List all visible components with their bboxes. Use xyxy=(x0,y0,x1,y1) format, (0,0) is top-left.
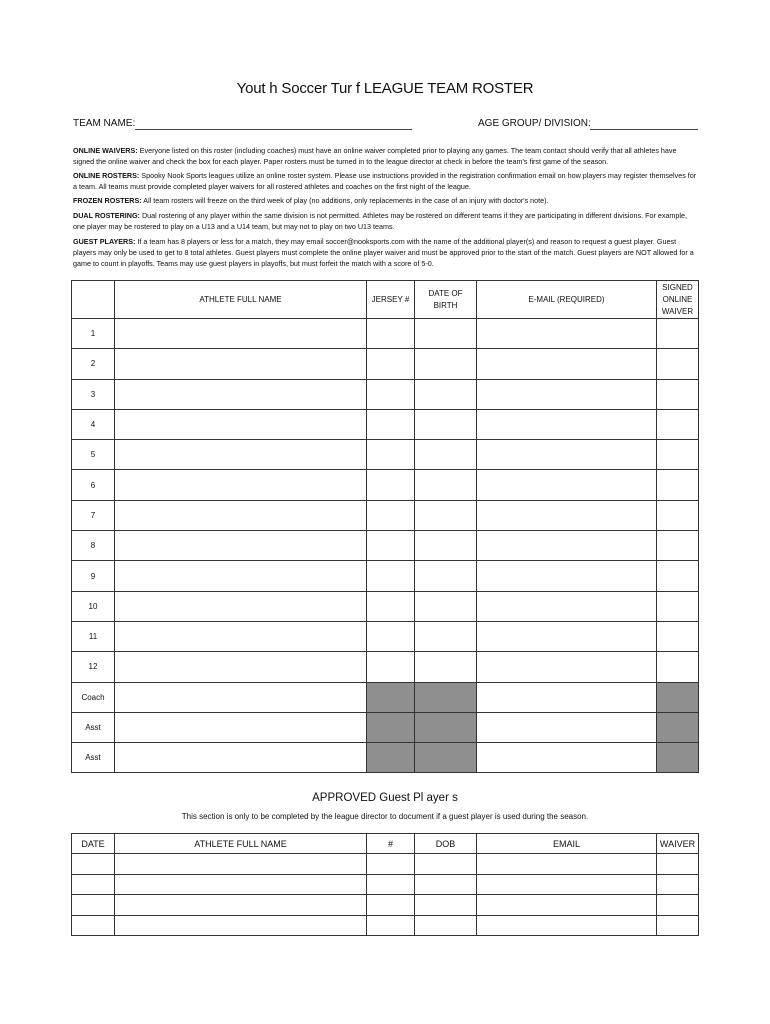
guest-header-email: EMAIL xyxy=(477,834,657,854)
rule-guest-players xyxy=(73,236,698,269)
row-label: 1 xyxy=(72,319,115,349)
roster-row xyxy=(72,500,699,530)
guest-table xyxy=(71,833,699,936)
waiver-cell[interactable] xyxy=(657,470,699,500)
row-label: 3 xyxy=(72,379,115,409)
rule-heading: ONLINE WAIVERS: xyxy=(73,146,138,155)
waiver-cell[interactable] xyxy=(657,409,699,439)
rule-text: Everyone listed on this roster (including coaches) must have an online waiver completed prior to playing any games. The team contact should verify that all athletes have signed the online waiver and check the box for each player. Paper rosters must be turned in to the league director at check in before the team's first game of the season. xyxy=(73,146,677,166)
guest-date-cell[interactable] xyxy=(72,895,115,916)
email-cell[interactable] xyxy=(477,621,657,651)
email-cell[interactable] xyxy=(477,591,657,621)
jersey-cell[interactable] xyxy=(367,470,415,500)
roster-row xyxy=(72,440,699,470)
rule-online-waivers xyxy=(73,145,698,167)
guest-date-cell[interactable] xyxy=(72,915,115,936)
guest-number-cell[interactable] xyxy=(367,915,415,936)
dob-cell[interactable] xyxy=(415,440,477,470)
roster-header-email: E-MAIL (REQUIRED) xyxy=(477,281,657,319)
guest-email-cell[interactable] xyxy=(477,915,657,936)
dob-cell xyxy=(415,712,477,742)
dob-cell[interactable] xyxy=(415,409,477,439)
roster-row xyxy=(72,379,699,409)
roster-row xyxy=(72,743,699,773)
waiver-cell[interactable] xyxy=(657,440,699,470)
guest-dob-cell[interactable] xyxy=(415,874,477,895)
guest-dob-cell[interactable] xyxy=(415,895,477,916)
age-group-field[interactable] xyxy=(590,129,698,130)
waiver-cell[interactable] xyxy=(657,349,699,379)
athlete-name-cell[interactable] xyxy=(115,621,367,651)
waiver-cell[interactable] xyxy=(657,319,699,349)
roster-row xyxy=(72,621,699,651)
guest-date-cell[interactable] xyxy=(72,854,115,875)
rule-text: Spooky Nook Sports leagues utilize an online roster system. Please use instructions provided in the registration confirmation email on how players may register themselves for a team. All teams must provide completed player waivers for all rostered athletes and coaches on the first night of the league. xyxy=(73,171,697,191)
email-cell[interactable] xyxy=(477,470,657,500)
athlete-name-cell[interactable] xyxy=(115,561,367,591)
email-cell[interactable] xyxy=(477,561,657,591)
jersey-cell[interactable] xyxy=(367,379,415,409)
roster-row xyxy=(72,409,699,439)
guest-row xyxy=(72,874,699,895)
waiver-cell xyxy=(657,712,699,742)
guest-row xyxy=(72,895,699,916)
row-label: 7 xyxy=(72,500,115,530)
jersey-cell[interactable] xyxy=(367,319,415,349)
athlete-name-cell[interactable] xyxy=(115,712,367,742)
guest-dob-cell[interactable] xyxy=(415,915,477,936)
waiver-cell xyxy=(657,743,699,773)
rule-text: If a team has 8 players or less for a match, they may email soccer@nooksports.com with the name of the additional player(s) and reason to request a guest player. Guest players may only be used to get to 8 total athletes. Guest players must complete the online player waiver and must be approved prior to the start of the match. Guest players are NOT allowed for a game to count in playoffs. Teams may use guest players in playoffs, but must forfeit the match with a score of 5-0. xyxy=(73,237,694,268)
dob-cell[interactable] xyxy=(415,591,477,621)
email-cell[interactable] xyxy=(477,440,657,470)
roster-row xyxy=(72,470,699,500)
dob-cell[interactable] xyxy=(415,621,477,651)
dob-cell[interactable] xyxy=(415,561,477,591)
email-cell[interactable] xyxy=(477,409,657,439)
roster-header-dob-line2: BIRTH xyxy=(433,300,458,310)
guest-row xyxy=(72,915,699,936)
row-label: 11 xyxy=(72,621,115,651)
roster-header-waiver-line1: SIGNED xyxy=(662,282,693,292)
guest-header-number: # xyxy=(367,834,415,854)
row-label: Asst xyxy=(72,743,115,773)
jersey-cell[interactable] xyxy=(367,440,415,470)
dob-cell[interactable] xyxy=(415,500,477,530)
athlete-name-cell[interactable] xyxy=(115,470,367,500)
waiver-cell[interactable] xyxy=(657,652,699,682)
dob-cell[interactable] xyxy=(415,470,477,500)
guest-number-cell[interactable] xyxy=(367,895,415,916)
row-label: Asst xyxy=(72,712,115,742)
athlete-name-cell[interactable] xyxy=(115,440,367,470)
guest-header-row xyxy=(72,834,699,854)
jersey-cell xyxy=(367,682,415,712)
guest-name-cell[interactable] xyxy=(115,874,367,895)
rule-dual-rostering xyxy=(73,210,698,232)
roster-header-dob xyxy=(415,281,477,319)
dob-cell[interactable] xyxy=(415,319,477,349)
roster-row xyxy=(72,712,699,742)
rule-text: All team rosters will freeze on the third week of play (no additions, only replacements in the case of an injury with doctor's note). xyxy=(141,196,549,205)
roster-header-jersey: JERSEY # xyxy=(367,281,415,319)
athlete-name-cell[interactable] xyxy=(115,743,367,773)
athlete-name-cell[interactable] xyxy=(115,409,367,439)
row-label: Coach xyxy=(72,682,115,712)
guest-name-cell[interactable] xyxy=(115,854,367,875)
email-cell[interactable] xyxy=(477,531,657,561)
email-cell[interactable] xyxy=(477,743,657,773)
email-cell[interactable] xyxy=(477,712,657,742)
guest-row xyxy=(72,854,699,875)
team-name-field[interactable] xyxy=(135,129,412,130)
jersey-cell[interactable] xyxy=(367,409,415,439)
email-cell[interactable] xyxy=(477,682,657,712)
jersey-cell[interactable] xyxy=(367,591,415,621)
guest-section-title: APPROVED Guest Pl ayer s xyxy=(312,792,458,804)
age-group-label: AGE GROUP/ DIVISION: xyxy=(478,118,591,129)
email-cell[interactable] xyxy=(477,379,657,409)
rule-online-rosters xyxy=(73,170,698,192)
guest-dob-cell[interactable] xyxy=(415,854,477,875)
guest-email-cell[interactable] xyxy=(477,895,657,916)
athlete-name-cell[interactable] xyxy=(115,682,367,712)
roster-header-waiver-line3: WAIVER xyxy=(661,306,694,316)
page-title: Yout h Soccer Tur f LEAGUE TEAM ROSTER xyxy=(236,80,534,97)
guest-header-date: DATE xyxy=(72,834,115,854)
waiver-cell[interactable] xyxy=(657,591,699,621)
roster-row xyxy=(72,319,699,349)
dob-cell[interactable] xyxy=(415,652,477,682)
waiver-cell[interactable] xyxy=(657,379,699,409)
jersey-cell xyxy=(367,743,415,773)
email-cell[interactable] xyxy=(477,319,657,349)
dob-cell xyxy=(415,682,477,712)
email-cell[interactable] xyxy=(477,652,657,682)
guest-section-note: This section is only to be completed by the league director to document if a guest player is used during the season. xyxy=(181,812,589,821)
dob-cell xyxy=(415,743,477,773)
roster-header-number xyxy=(72,281,115,319)
jersey-cell[interactable] xyxy=(367,621,415,651)
waiver-cell[interactable] xyxy=(657,531,699,561)
row-label: 8 xyxy=(72,531,115,561)
roster-row xyxy=(72,652,699,682)
waiver-cell[interactable] xyxy=(657,561,699,591)
waiver-cell xyxy=(657,682,699,712)
dob-cell[interactable] xyxy=(415,379,477,409)
roster-row xyxy=(72,591,699,621)
roster-header-waiver-line2: ONLINE xyxy=(662,294,693,304)
row-label: 10 xyxy=(72,591,115,621)
email-cell[interactable] xyxy=(477,500,657,530)
team-name-label: TEAM NAME: xyxy=(73,118,136,129)
rule-frozen-rosters xyxy=(73,195,698,206)
roster-row xyxy=(72,349,699,379)
guest-waiver-cell[interactable] xyxy=(657,874,699,895)
guest-header-dob: DOB xyxy=(415,834,477,854)
rule-heading: GUEST PLAYERS: xyxy=(73,237,136,246)
email-cell[interactable] xyxy=(477,349,657,379)
rule-heading: FROZEN ROSTERS: xyxy=(73,196,142,205)
athlete-name-cell[interactable] xyxy=(115,379,367,409)
roster-header-dob-line1: DATE OF xyxy=(428,288,463,298)
row-label: 12 xyxy=(72,652,115,682)
guest-waiver-cell[interactable] xyxy=(657,854,699,875)
row-label: 4 xyxy=(72,409,115,439)
roster-row xyxy=(72,682,699,712)
athlete-name-cell[interactable] xyxy=(115,319,367,349)
dob-cell[interactable] xyxy=(415,531,477,561)
roster-row xyxy=(72,531,699,561)
rule-heading: ONLINE ROSTERS: xyxy=(73,171,140,180)
waiver-cell[interactable] xyxy=(657,500,699,530)
guest-header-waiver: WAIVER xyxy=(657,834,699,854)
athlete-name-cell[interactable] xyxy=(115,591,367,621)
jersey-cell[interactable] xyxy=(367,561,415,591)
jersey-cell[interactable] xyxy=(367,500,415,530)
roster-header-waiver xyxy=(657,281,699,319)
roster-row xyxy=(72,561,699,591)
guest-number-cell[interactable] xyxy=(367,874,415,895)
rule-heading: DUAL ROSTERING: xyxy=(73,211,140,220)
roster-table xyxy=(71,280,699,773)
row-label: 2 xyxy=(72,349,115,379)
roster-header-name: ATHLETE FULL NAME xyxy=(115,281,367,319)
row-label: 5 xyxy=(72,440,115,470)
jersey-cell[interactable] xyxy=(367,349,415,379)
waiver-cell[interactable] xyxy=(657,621,699,651)
athlete-name-cell[interactable] xyxy=(115,652,367,682)
guest-waiver-cell[interactable] xyxy=(657,915,699,936)
athlete-name-cell[interactable] xyxy=(115,349,367,379)
roster-header-row xyxy=(72,281,699,319)
guest-date-cell[interactable] xyxy=(72,874,115,895)
jersey-cell[interactable] xyxy=(367,531,415,561)
athlete-name-cell[interactable] xyxy=(115,531,367,561)
guest-waiver-cell[interactable] xyxy=(657,895,699,916)
rule-text: Dual rostering of any player within the same division is not permitted. Athletes may be rostered on different teams if they are participating in different divisions. For example, one player may be rostered to play on a U13 and a U14 team, but may not to play on two U13 teams. xyxy=(73,211,688,231)
jersey-cell xyxy=(367,712,415,742)
guest-number-cell[interactable] xyxy=(367,854,415,875)
dob-cell[interactable] xyxy=(415,349,477,379)
guest-name-cell[interactable] xyxy=(115,915,367,936)
jersey-cell[interactable] xyxy=(367,652,415,682)
row-label: 9 xyxy=(72,561,115,591)
guest-email-cell[interactable] xyxy=(477,874,657,895)
guest-email-cell[interactable] xyxy=(477,854,657,875)
row-label: 6 xyxy=(72,470,115,500)
guest-header-name: ATHLETE FULL NAME xyxy=(115,834,367,854)
guest-name-cell[interactable] xyxy=(115,895,367,916)
athlete-name-cell[interactable] xyxy=(115,500,367,530)
